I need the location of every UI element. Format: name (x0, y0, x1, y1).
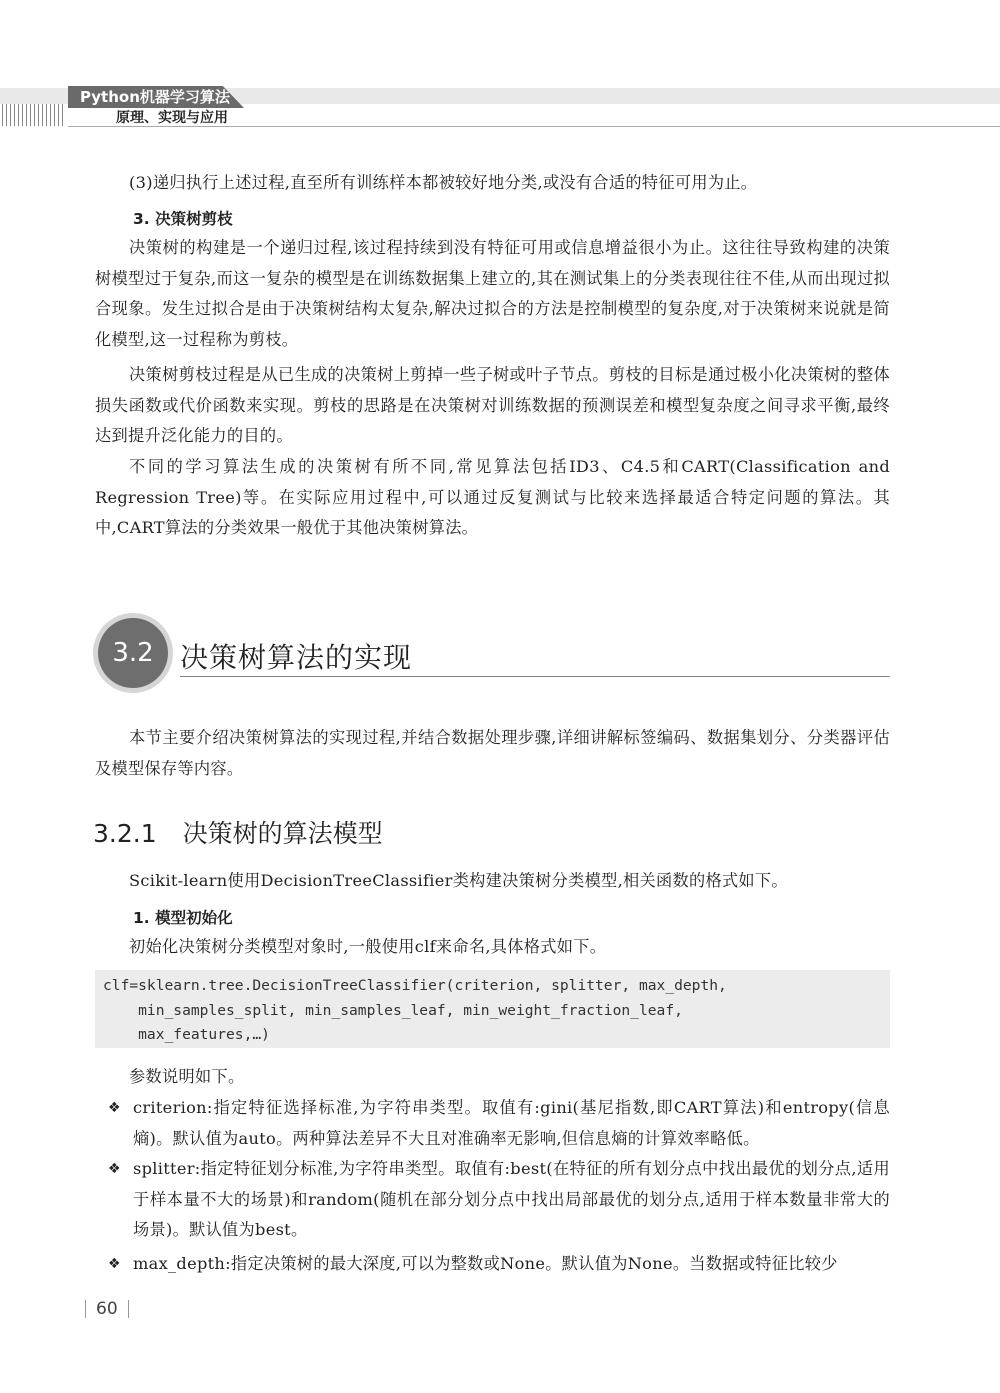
paragraph-pruning-intro: 决策树的构建是一个递归过程,该过程持续到没有特征可用或信息增益很小为止。这往往导致构建的决策树模型过于复杂,而这一复杂的模型是在训练数据集上建立的,其在测试集上的分类表现往往不佳,从而出现过拟合现象。发生过拟合是由于决策树结构太复杂,解决过拟合的方法是控制模型的复杂度,对于决策树来说就是简化模型,这一过程称为剪枝。 (95, 238, 890, 349)
paragraph-pruning-process: 决策树剪枝过程是从已生成的决策树上剪掉一些子树或叶子节点。剪枝的目标是通过极小化决策树的整体损失函数或代价函数来实现。剪枝的思路是在决策树对训练数据的预测误差和模型复杂度之间寻求平衡,最终达到提升泛化能力的目的。 (95, 365, 890, 445)
subsection-title: 决策树的算法模型 (182, 819, 383, 848)
subsection-number: 3.2.1 (93, 819, 157, 848)
header-rule (68, 126, 1000, 127)
bullet-diamond-icon: ❖ (108, 1100, 121, 1116)
bullet-diamond-icon: ❖ (108, 1256, 121, 1272)
book-subtitle: 原理、实现与应用 (116, 110, 228, 126)
bullet-diamond-icon: ❖ (108, 1161, 121, 1177)
book-title: Python机器学习算法 (80, 88, 230, 106)
param-item-max-depth: ❖ max_depth:指定决策树的最大深度,可以为整数或None。默认值为None。当数据或特征比较少 (108, 1249, 890, 1280)
params-label: 参数说明如下。 (129, 1067, 245, 1086)
code-block: clf=sklearn.tree.DecisionTreeClassifier(criterion, splitter, max_depth, min_samples_split, min_samples_leaf, min_weight_fraction_leaf, max_features,…) (95, 970, 890, 1048)
param-item-splitter: ❖ splitter:指定特征划分标准,为字符串类型。取值有:best(在特征的所有划分点中找出最优的划分点,适用于样本量不大的场景)和random(随机在部分划分点中找出局部最优的划分点,适用于样本数量非常大的场景)。默认值为best。 (108, 1154, 890, 1246)
section-title: 决策树算法的实现 (180, 641, 413, 674)
section-rule (180, 676, 890, 677)
paragraph-step-3: (3)递归执行上述过程,直至所有训练样本都被较好地分类,或没有合适的特征可用为止。 (129, 173, 758, 192)
subsection-heading (93, 814, 383, 850)
header-tick-marks (2, 104, 66, 126)
section-number-badge: 3.2 (98, 618, 168, 688)
heading-model-init: 1. 模型初始化 (133, 909, 233, 927)
init-text: 初始化决策树分类模型对象时,一般使用clf来命名,具体格式如下。 (129, 937, 607, 956)
page-number: 60 (75, 1299, 139, 1319)
section-intro: 本节主要介绍决策树算法的实现过程,并结合数据处理步骤,详细讲解标签编码、数据集划分、分类器评估及模型保存等内容。 (95, 728, 890, 778)
paragraph-algorithms: 不同的学习算法生成的决策树有所不同,常见算法包括ID3、C4.5和CART(Classification and Regression Tree)等。在实际应用过程中,可以通过反复测试与比较来选择最适合特定问题的算法。其中,CART算法的分类效果一般优于其他决策树算法。 (95, 457, 890, 537)
param-item-criterion: ❖ criterion:指定特征选择标准,为字符串类型。取值有:gini(基尼指数,即CART算法)和entropy(信息熵)。默认值为auto。两种算法差异不大且对准确率无影响,但信息熵的计算效率略低。 (108, 1093, 890, 1154)
subsection-intro: Scikit-learn使用DecisionTreeClassifier类构建决策树分类模型,相关函数的格式如下。 (129, 871, 788, 890)
heading-pruning: 3. 决策树剪枝 (133, 210, 233, 228)
